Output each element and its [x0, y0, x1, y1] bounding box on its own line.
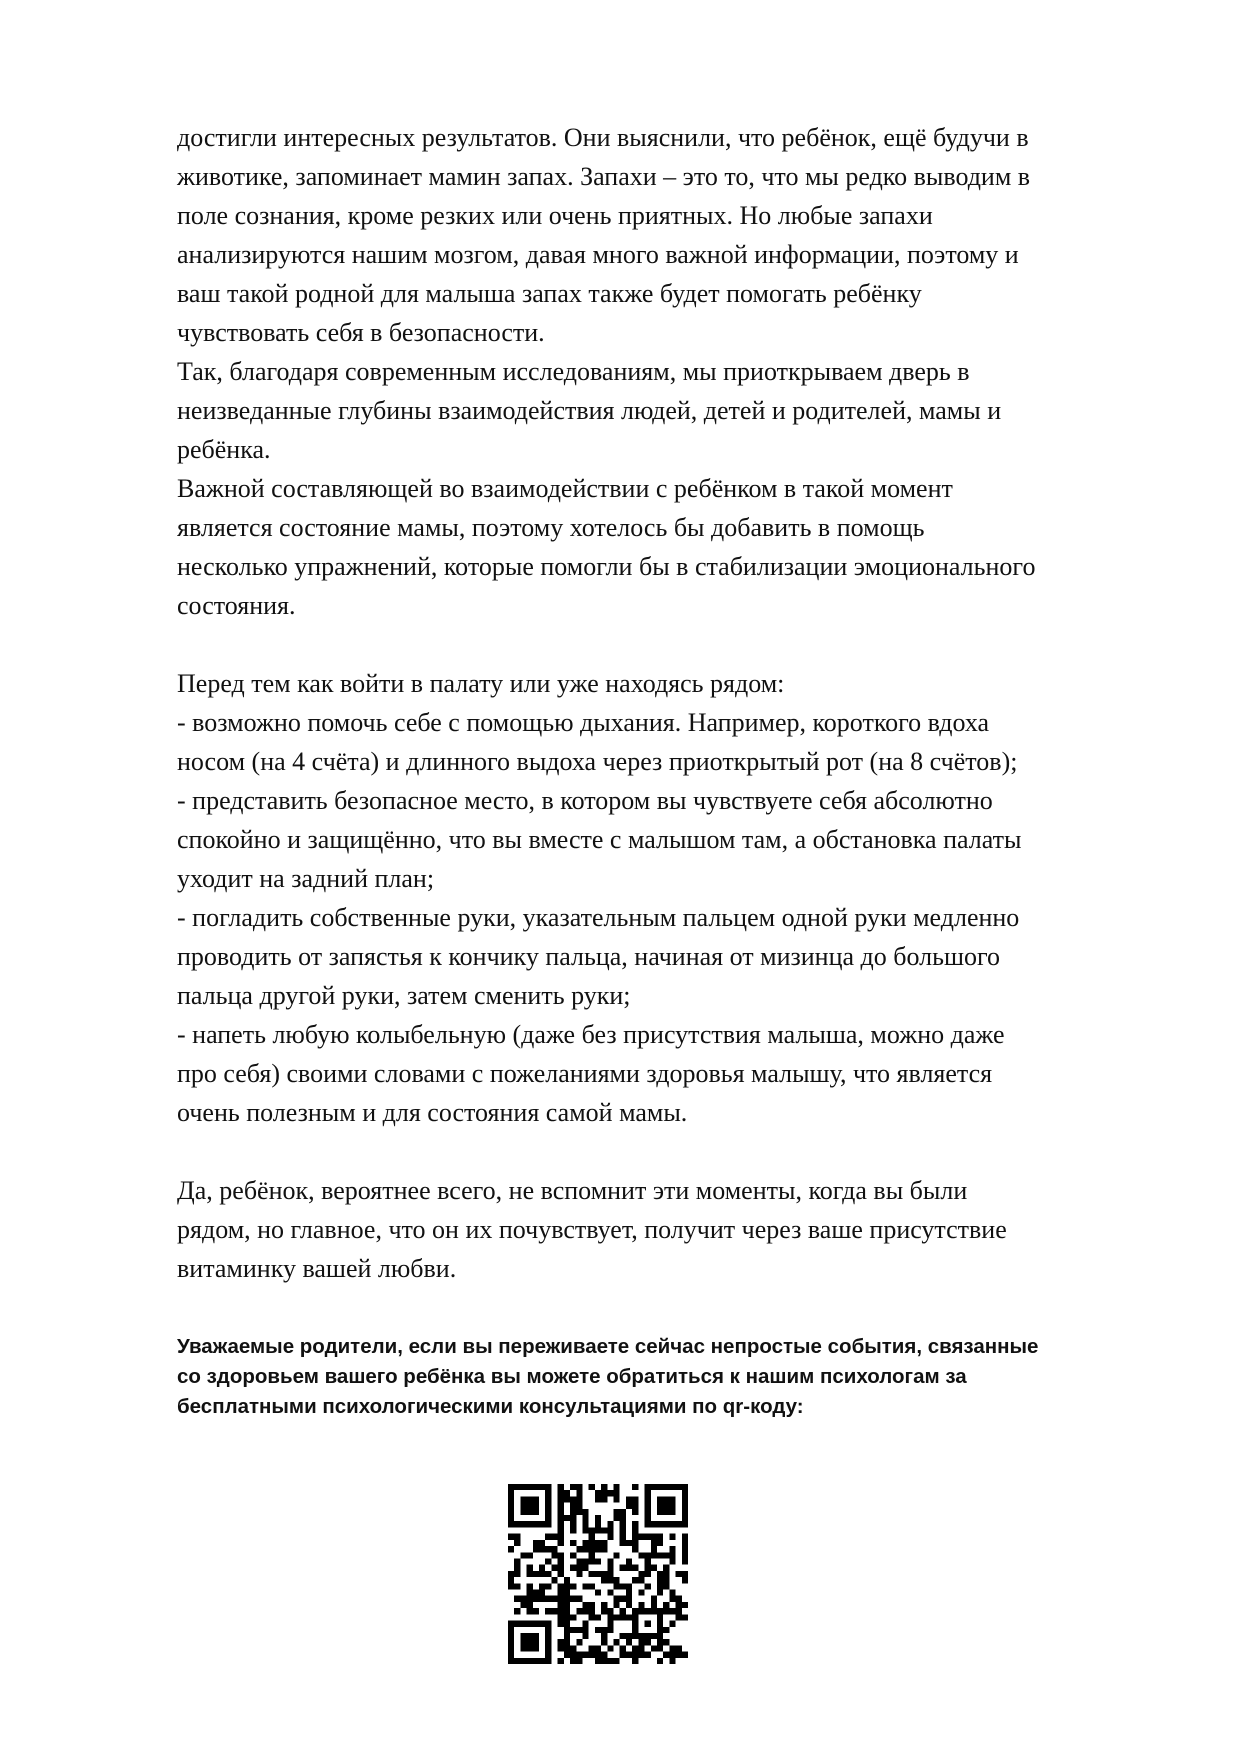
text-line: носом (на 4 счёта) и длинного выдоха через приоткрытый рот (на 8 счётов);	[177, 747, 1018, 776]
paragraph-spacer	[177, 625, 1157, 664]
paragraph-spacer	[177, 1132, 1157, 1171]
text-line: - напеть любую колыбельную (даже без присутствия малыша, можно даже	[177, 1020, 1005, 1049]
text-line: ваш такой родной для малыша запах также будет помогать ребёнку	[177, 279, 922, 308]
text-line: Важной составляющей во взаимодействии с ребёнком в такой момент	[177, 474, 953, 503]
closing-section	[177, 1171, 1157, 1288]
qr-code-icon[interactable]	[508, 1484, 688, 1664]
text-line: пальца другой руки, затем сменить руки;	[177, 981, 631, 1010]
text-line: - возможно помочь себе с помощью дыхания. Например, короткого вдоха	[177, 708, 990, 737]
notice-line: Уважаемые родители, если вы переживаете сейчас непростые события, связанные	[177, 1335, 1039, 1358]
text-line: Да, ребёнок, вероятнее всего, не вспомнит эти моменты, когда вы были	[177, 1176, 968, 1205]
text-line: - погладить собственные руки, указательным пальцем одной руки медленно	[177, 903, 1020, 932]
text-line: является состояние мамы, поэтому хотелось бы добавить в помощь	[177, 513, 925, 542]
text-line: неизведанные глубины взаимодействия людей, детей и родителей, мамы и	[177, 396, 1002, 425]
psychologist-notice	[177, 1332, 1167, 1422]
text-line: уходит на задний план;	[177, 864, 435, 893]
exercises-heading: Перед тем как войти в палату или уже находясь рядом:	[177, 669, 785, 698]
intro-section	[177, 118, 1157, 625]
notice-line: со здоровьем вашего ребёнка вы можете обратиться к нашим психологам за	[177, 1365, 967, 1388]
text-line: - представить безопасное место, в котором вы чувствуете себя абсолютно	[177, 786, 993, 815]
text-line: состояния.	[177, 591, 296, 620]
main-text	[177, 118, 1157, 1288]
text-line: ребёнка.	[177, 435, 271, 464]
text-line: чувствовать себя в безопасности.	[177, 318, 545, 347]
notice-line: бесплатными психологическими консультациями по qr-коду:	[177, 1395, 804, 1418]
text-line: анализируются нашим мозгом, давая много важной информации, поэтому и	[177, 240, 1019, 269]
exercises-section	[177, 664, 1157, 1132]
text-line: проводить от запястья к кончику пальца, начиная от мизинца до большого	[177, 942, 1001, 971]
text-line: поле сознания, кроме резких или очень приятных. Но любые запахи	[177, 201, 933, 230]
text-line: витаминку вашей любви.	[177, 1254, 457, 1283]
text-line: очень полезным и для состояния самой мамы.	[177, 1098, 688, 1127]
text-line: несколько упражнений, которые помогли бы в стабилизации эмоционального	[177, 552, 1036, 581]
text-line: рядом, но главное, что он их почувствует, получит через ваше присутствие	[177, 1215, 1007, 1244]
text-line: животике, запоминает мамин запах. Запахи – это то, что мы редко выводим в	[177, 162, 1031, 191]
text-line: достигли интересных результатов. Они выяснили, что ребёнок, ещё будучи в	[177, 123, 1029, 152]
text-line: Так, благодаря современным исследованиям, мы приоткрываем дверь в	[177, 357, 970, 386]
text-line: спокойно и защищённо, что вы вместе с малышом там, а обстановка палаты	[177, 825, 1022, 854]
text-line: про себя) своими словами с пожеланиями здоровья малышу, что является	[177, 1059, 993, 1088]
